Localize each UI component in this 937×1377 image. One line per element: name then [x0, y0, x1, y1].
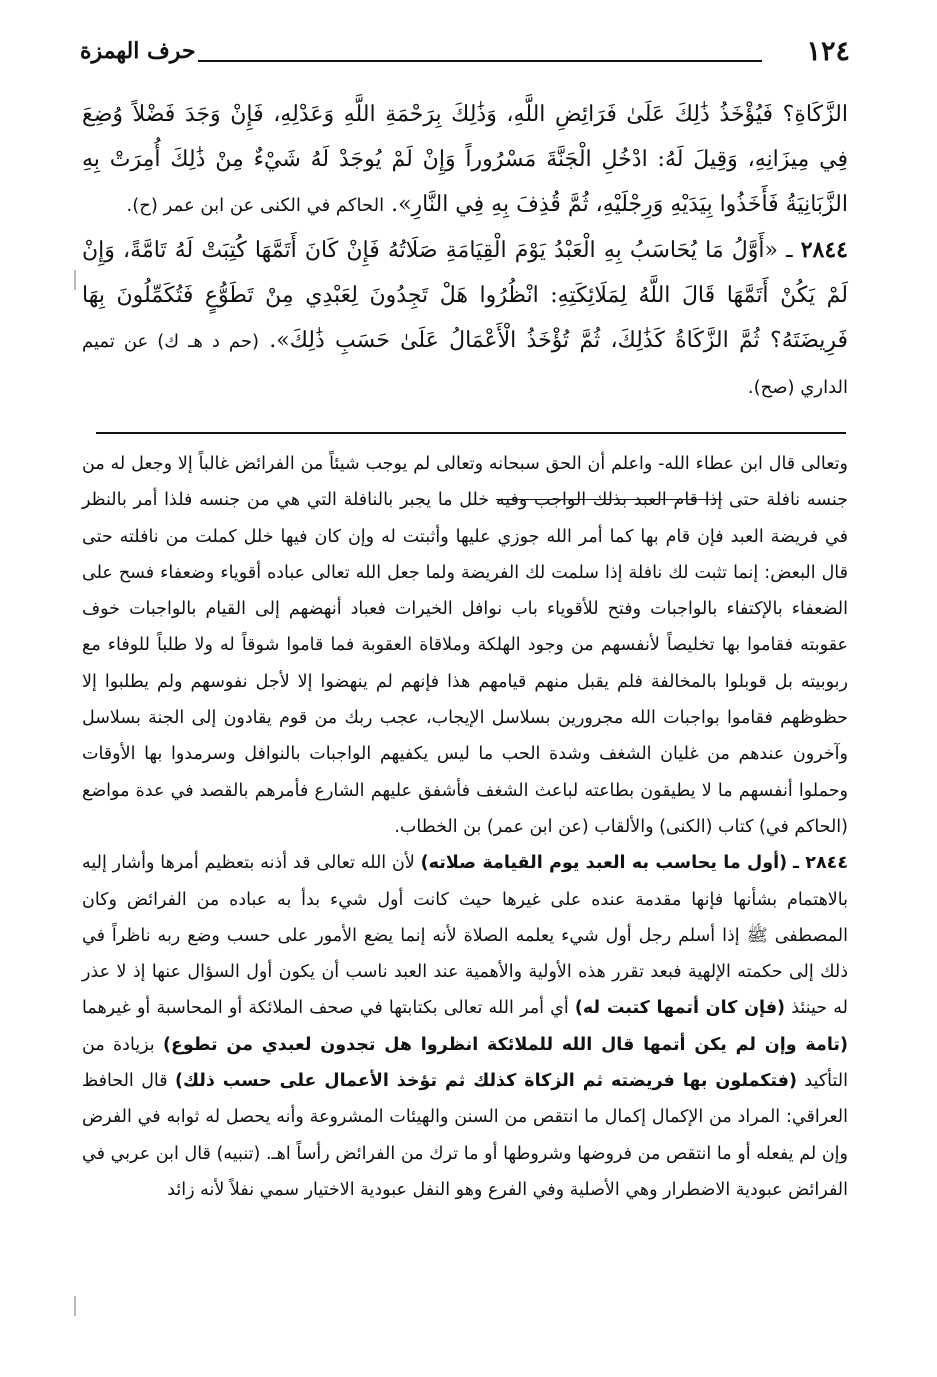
- quoted-hadith: (تامة وإن لم يكن أتمها قال الله للملائكة انظروا هل تجدون لعبدي من تطوع): [162, 1034, 848, 1055]
- quoted-hadith: (أول ما يحاسب به العبد يوم القيامة صلاته): [420, 853, 788, 874]
- hadith-text: «أَوَّلُ مَا يُحَاسَبُ بِهِ الْعَبْدُ يَوْمَ الْقِيَامَةِ صَلَاتُهُ فَإِنْ كَانَ أَتَمَّهَا كُتِبَتْ لَهُ تَامَّةً، وَإِنْ لَمْ يَكُنْ أَتَمَّهَا قَالَ اللَّهُ لِمَلَائِكَتِهِ: انْظُرُوا هَلْ تَجِدُونَ لِعَبْدِي مِنْ تَطَوُّعٍ فَتُكَمِّلُونَ بِهَا فَرِيضَتَهُ؟ ثُمَّ الزَّكَاةُ كَذَٰلِكَ، ثُمَّ تُؤْخَذُ الْأَعْمَالُ عَلَىٰ حَسَبِ ذَٰلِكَ».: [82, 238, 848, 353]
- commentary-text: خلل ما يجبر بالنافلة التي هي من جنسه فلذا أمر بالنظر في فريضة العبد فإن قام بها كما أمر الله جوزي عليها وأثبتت له وإن كان فيها خلل كملت من نافلته حتى قال البعض: إنما تثبت لك نافلة إذا سلمت لك الفريضة ولما جعل الله تعالى عباده أقوياء وضعفاء فسح على الضعفاء بالإكتفاء بالواجبات وفتح للأقوياء باب نوافل الخيرات فعباد أنهضهم إلى القيام بالواجبات خوف عقوبته فقاموا بها تخليصاً لأنفسهم من وجود الهلكة وملاقاة العقوبة فما قاموا شوقاً له ولا طلباً للوفاء مع ربوبيته بل قوبلوا بالمخالفة فلم يقبل منهم قيامهم هذا فإنهم لم ينهضوا إلا لأجل نفوسهم ولم يطلبوا إلا حظوظهم فقاموا بواجبات الله مجرورين بسلاسل الإيجاب، عجب ربك من قوم يقادون إلى الجنة بسلاسل وآخرون عندهم من غليان الشغف وشدة الحب ما ليس يكفيهم الواجبات بالنوافل وسرمدوا بها الأوقات وحملوا أنفسهم ما لا يطيقون بطاعته لباعث الشغف فأشفق عليهم الشارع فأمرهم بالقصد في عدة مواضع (الحاكم في) كتاب (الكنى) والألقاب (عن ابن عمر) بن الخطاب.: [82, 490, 848, 837]
- struck-text: إذا قام العبد بذلك الواجب وفيه: [495, 490, 723, 511]
- hadith-paragraph: [82, 92, 848, 228]
- commentary-block: [82, 446, 848, 1208]
- commentary-text: أي أمر الله تعالى بكتابتها في صحف الملائكة أو المحاسبة أو غيرهما: [82, 998, 569, 1019]
- commentary-text: بزيادة من التأكيد: [82, 1034, 848, 1092]
- commentary-paragraph: [82, 446, 848, 845]
- commentary-text: لأن الله تعالى قد أذنه بتعظيم أمرها وأشار إليه بالاهتمام بشأنها فإنها مقدمة عنده على غيرها حيث كانت أول شيء بدأ به عباده من الفرائض وكان المصطفى ﷺ إذا أسلم رجل أول شيء يعلمه الصلاة لأنه إنما يضع الأمور على حسب وضع ربه ناظراً في ذلك إلى حكمته الإلهية فبعد تقرر هذه الأولية والأهمية عند العبد ناسب أن يكون أول السؤال عنها إذ لا عذر له حينئذ: [82, 853, 848, 1019]
- hadith-paragraph: ٢٨٤٤ ـ «أَوَّلُ مَا يُحَاسَبُ بِهِ الْعَبْدُ يَوْمَ الْقِيَامَةِ صَلَاتُهُ فَإِنْ كَانَ أَتَمَّهَا كُتِبَتْ لَهُ تَامَّةً، وَإِنْ لَمْ يَكُنْ أَتَمَّهَا قَالَ اللَّهُ لِمَلَائِكَتِهِ: انْظُرُوا هَلْ تَجِدُونَ لِعَبْدِي مِنْ تَطَوُّعٍ فَتُكَمِّلُونَ بِهَا فَرِيضَتَهُ؟ ثُمَّ الزَّكَاةُ كَذَٰلِكَ، ثُمَّ تُؤْخَذُ الْأَعْمَالُ عَلَىٰ حَسَبِ ذَٰلِكَ». (حم د هـ ك) عن تميم الداري (صح).: [82, 237, 848, 398]
- page-header: [80, 36, 850, 76]
- hadith-source: الحاكم في الكنى عن ابن عمر (ح).: [126, 195, 385, 216]
- commentary-paragraph: [82, 845, 848, 1208]
- page-number: ١٢٤: [806, 36, 850, 67]
- commentary-number: ٢٨٤٤ ـ: [792, 853, 849, 874]
- header-rule: [198, 60, 762, 62]
- quoted-hadith: (فإن كان أتمها كتبت له): [574, 998, 786, 1019]
- running-title: حرف الهمزة: [80, 38, 196, 64]
- hadith-text-block: [82, 92, 848, 410]
- margin-mark: [74, 270, 76, 290]
- hadith-source: (حم د هـ ك) عن تميم الداري (صح).: [82, 331, 848, 398]
- quoted-hadith: (فتكملون بها فريضته ثم الزكاة كذلك ثم تؤخذ الأعمال على حسب ذلك): [175, 1071, 797, 1092]
- hadith-number: ٢٨٤٤: [800, 237, 848, 263]
- commentary-text: وتعالى قال ابن عطاء الله- واعلم أن الحق سبحانه وتعالى لم يوجب شيئاً من الفرائض غالباً إلا وجعل له من جنسه نافلة حتى: [82, 454, 848, 511]
- section-divider: [96, 432, 846, 434]
- commentary-text: قال الحافظ العراقي: المراد من الإكمال إكمال ما انتقص من السنن والهيئات المشروعة وأنه يحصل له ثوابه في الفرض وإن لم يفعله أو ما انتقص من فروضها وشروطها أو ما ترك من الفرائض رأساً اهـ. (تنبيه) قال ابن عربي في الفرائض عبودية الاضطرار وهي الأصلية وفي الفرع وهو النفل عبودية الاختيار سمي نفلاً لأنه زائد: [82, 1071, 848, 1200]
- hadith-text: الزَّكَاةِ؟ فَيُؤْخَذُ ذَٰلِكَ عَلَىٰ فَرَائِضِ اللَّهِ، وَذَٰلِكَ بِرَحْمَةِ اللَّهِ وَعَدْلِهِ، فَإِنْ وَجَدَ فَضْلاً وُضِعَ فِي مِيزَانِهِ، وَقِيلَ لَهُ: ادْخُلِ الْجَنَّةَ مَسْرُوراً وَإِنْ لَمْ يُوجَدْ لَهُ شَيْءٌ مِنْ ذَٰلِكَ أُمِرَتْ بِهِ الزَّبَانِيَةُ فَأَخَذُوا بِيَدَيْهِ وَرِجْلَيْهِ، ثُمَّ قُذِفَ بِهِ فِي النَّارِ».: [82, 102, 848, 217]
- margin-mark: [74, 1296, 76, 1316]
